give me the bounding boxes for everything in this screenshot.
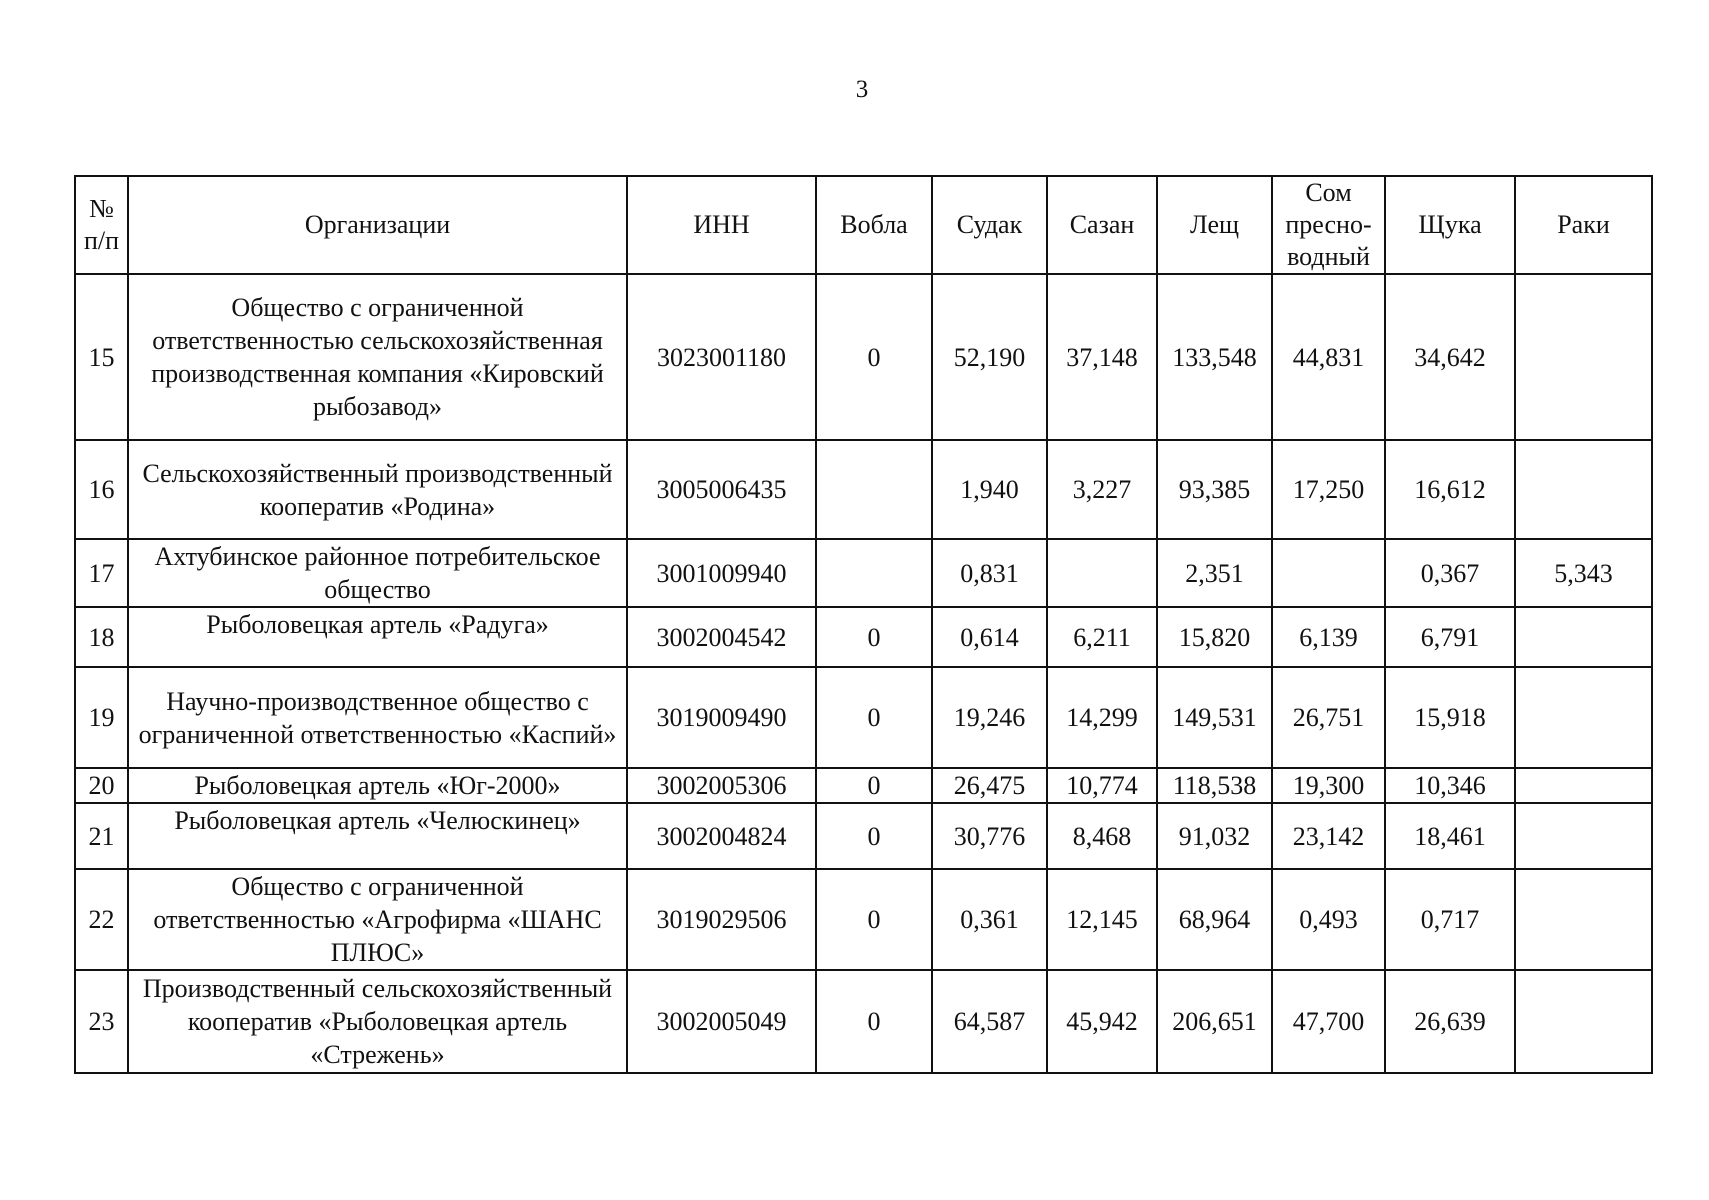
cell-org: Рыболовецкая артель «Челюскинец» [128, 803, 627, 869]
cell-sazan [1047, 539, 1157, 607]
cell-inn: 3001009940 [627, 539, 816, 607]
cell-lesch: 68,964 [1157, 869, 1272, 970]
header-som: Сом пресно-водный [1272, 176, 1385, 274]
cell-num: 23 [75, 970, 128, 1073]
cell-num: 16 [75, 440, 128, 539]
cell-raki [1515, 440, 1652, 539]
cell-org: Общество с ограниченной ответственностью «Агрофирма «ШАНС ПЛЮС» [128, 869, 627, 970]
cell-num: 17 [75, 539, 128, 607]
cell-sudak: 0,831 [932, 539, 1047, 607]
cell-sazan: 8,468 [1047, 803, 1157, 869]
cell-vobla: 0 [816, 768, 932, 803]
cell-inn: 3002005306 [627, 768, 816, 803]
table-row [75, 440, 1652, 539]
cell-vobla [816, 539, 932, 607]
cell-sudak: 52,190 [932, 274, 1047, 440]
header-lesch: Лещ [1157, 176, 1272, 274]
cell-inn: 3019029506 [627, 869, 816, 970]
cell-raki [1515, 768, 1652, 803]
header-org: Организации [128, 176, 627, 274]
cell-vobla: 0 [816, 970, 932, 1073]
header-sudak: Судак [932, 176, 1047, 274]
cell-org: Общество с ограниченной ответственностью сельскохозяйственная производственная компания «Кировский рыбозавод» [128, 274, 627, 440]
cell-schuka: 0,367 [1385, 539, 1515, 607]
cell-org: Научно-производственное общество с ограниченной ответственностью «Каспий» [128, 667, 627, 768]
cell-sudak: 0,614 [932, 607, 1047, 667]
cell-lesch: 91,032 [1157, 803, 1272, 869]
table-row [75, 768, 1652, 803]
header-raki: Раки [1515, 176, 1652, 274]
cell-lesch: 133,548 [1157, 274, 1272, 440]
cell-schuka: 34,642 [1385, 274, 1515, 440]
cell-som [1272, 539, 1385, 607]
cell-lesch: 2,351 [1157, 539, 1272, 607]
quota-table [74, 175, 1653, 1074]
cell-vobla: 0 [816, 274, 932, 440]
cell-sudak: 26,475 [932, 768, 1047, 803]
table-row [75, 274, 1652, 440]
cell-schuka: 6,791 [1385, 607, 1515, 667]
cell-inn: 3005006435 [627, 440, 816, 539]
header-inn: ИНН [627, 176, 816, 274]
cell-inn: 3002004824 [627, 803, 816, 869]
cell-org: Рыболовецкая артель «Радуга» [128, 607, 627, 667]
cell-som: 19,300 [1272, 768, 1385, 803]
cell-schuka: 10,346 [1385, 768, 1515, 803]
cell-sazan: 12,145 [1047, 869, 1157, 970]
cell-sazan: 3,227 [1047, 440, 1157, 539]
cell-lesch: 118,538 [1157, 768, 1272, 803]
cell-lesch: 206,651 [1157, 970, 1272, 1073]
cell-sazan: 6,211 [1047, 607, 1157, 667]
cell-inn: 3002005049 [627, 970, 816, 1073]
table-row [75, 869, 1652, 970]
cell-vobla: 0 [816, 607, 932, 667]
cell-raki [1515, 667, 1652, 768]
page-number: 3 [855, 76, 869, 103]
cell-som: 6,139 [1272, 607, 1385, 667]
cell-org: Производственный сельскохозяйственный кооператив «Рыболовецкая артель «Стрежень» [128, 970, 627, 1073]
cell-lesch: 149,531 [1157, 667, 1272, 768]
cell-raki [1515, 274, 1652, 440]
header-schuka: Щука [1385, 176, 1515, 274]
cell-num: 21 [75, 803, 128, 869]
cell-org: Ахтубинское районное потребительское общество [128, 539, 627, 607]
cell-lesch: 93,385 [1157, 440, 1272, 539]
cell-som: 17,250 [1272, 440, 1385, 539]
cell-sazan: 37,148 [1047, 274, 1157, 440]
cell-inn: 3002004542 [627, 607, 816, 667]
cell-vobla [816, 440, 932, 539]
table-row [75, 607, 1652, 667]
cell-num: 19 [75, 667, 128, 768]
cell-inn: 3023001180 [627, 274, 816, 440]
table-row [75, 803, 1652, 869]
cell-raki [1515, 970, 1652, 1073]
table-row [75, 539, 1652, 607]
cell-inn: 3019009490 [627, 667, 816, 768]
cell-schuka: 18,461 [1385, 803, 1515, 869]
cell-vobla: 0 [816, 667, 932, 768]
cell-num: 22 [75, 869, 128, 970]
cell-sudak: 0,361 [932, 869, 1047, 970]
cell-num: 15 [75, 274, 128, 440]
cell-lesch: 15,820 [1157, 607, 1272, 667]
cell-som: 23,142 [1272, 803, 1385, 869]
cell-schuka: 16,612 [1385, 440, 1515, 539]
cell-num: 18 [75, 607, 128, 667]
table-row [75, 667, 1652, 768]
table-row [75, 970, 1652, 1073]
cell-raki [1515, 869, 1652, 970]
header-num: № п/п [75, 176, 128, 274]
cell-vobla: 0 [816, 869, 932, 970]
cell-sazan: 45,942 [1047, 970, 1157, 1073]
cell-schuka: 26,639 [1385, 970, 1515, 1073]
cell-som: 44,831 [1272, 274, 1385, 440]
cell-schuka: 15,918 [1385, 667, 1515, 768]
cell-raki [1515, 607, 1652, 667]
header-vobla: Вобла [816, 176, 932, 274]
cell-som: 0,493 [1272, 869, 1385, 970]
table-header-row [75, 176, 1652, 274]
cell-sudak: 64,587 [932, 970, 1047, 1073]
cell-sudak: 1,940 [932, 440, 1047, 539]
cell-schuka: 0,717 [1385, 869, 1515, 970]
cell-org: Сельскохозяйственный производственный кооператив «Родина» [128, 440, 627, 539]
cell-sazan: 10,774 [1047, 768, 1157, 803]
cell-sazan: 14,299 [1047, 667, 1157, 768]
cell-raki [1515, 803, 1652, 869]
cell-org: Рыболовецкая артель «Юг-2000» [128, 768, 627, 803]
cell-raki: 5,343 [1515, 539, 1652, 607]
header-sazan: Сазан [1047, 176, 1157, 274]
cell-som: 47,700 [1272, 970, 1385, 1073]
cell-som: 26,751 [1272, 667, 1385, 768]
cell-sudak: 30,776 [932, 803, 1047, 869]
cell-vobla: 0 [816, 803, 932, 869]
cell-sudak: 19,246 [932, 667, 1047, 768]
cell-num: 20 [75, 768, 128, 803]
